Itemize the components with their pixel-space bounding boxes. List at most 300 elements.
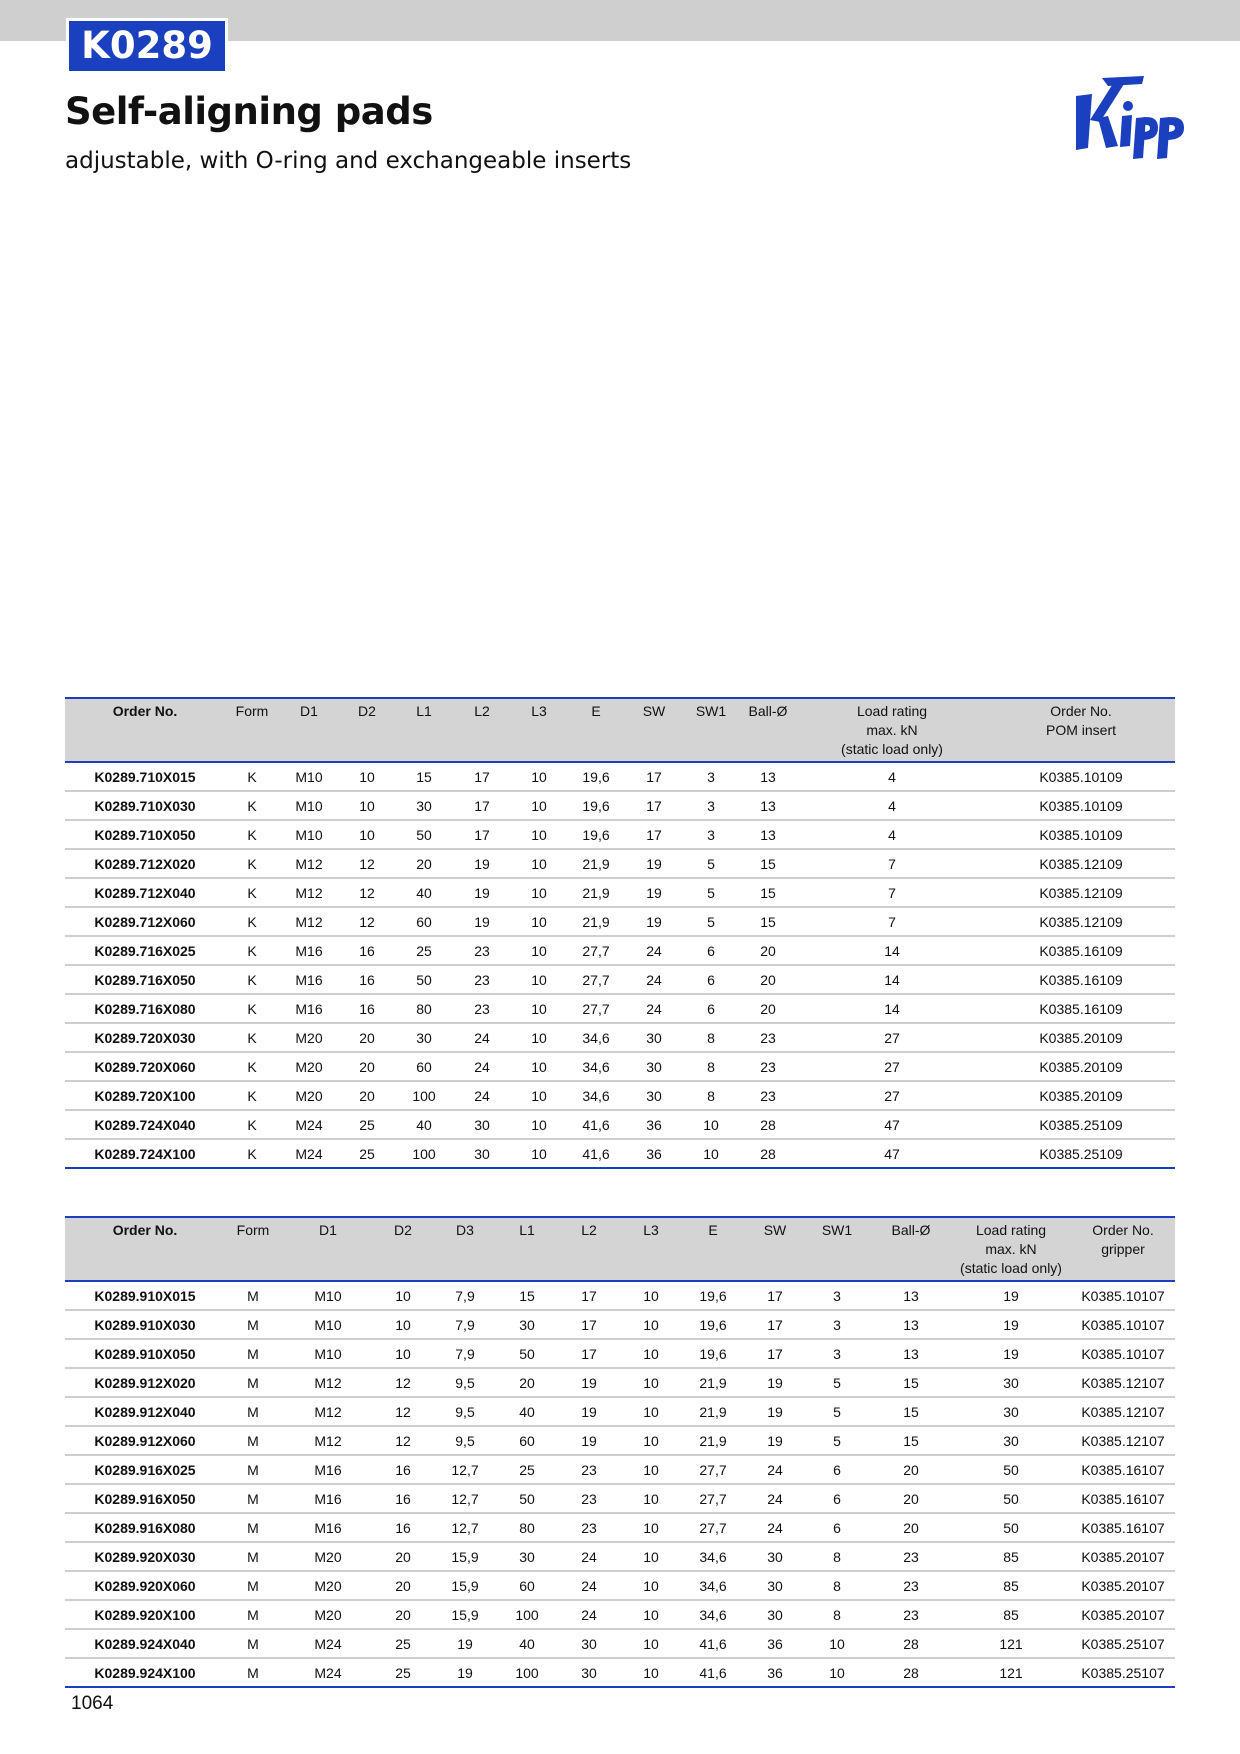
table-cell: 20	[739, 936, 797, 965]
order-number-cell: K0289.712X060	[65, 907, 225, 936]
table-cell: M20	[279, 1081, 339, 1110]
order-number-cell: K0289.720X100	[65, 1081, 225, 1110]
table-cell: 24	[453, 1052, 511, 1081]
table-cell: K0385.12109	[987, 849, 1175, 878]
table-row	[65, 1629, 1175, 1658]
table-cell: 10	[511, 936, 567, 965]
table-cell: 17	[747, 1310, 803, 1339]
table-cell: 34,6	[567, 1081, 625, 1110]
table-cell: 85	[951, 1600, 1071, 1629]
table-cell: 24	[625, 936, 683, 965]
table-cell: M12	[279, 878, 339, 907]
order-number-cell: K0289.912X020	[65, 1368, 225, 1397]
load-rating-line-3: (static load only)	[960, 1260, 1062, 1276]
table-cell: 9,5	[431, 1426, 499, 1455]
table-cell: 19,6	[567, 762, 625, 791]
order-number-cell: K0289.716X080	[65, 994, 225, 1023]
table-cell: K0385.16107	[1071, 1484, 1175, 1513]
table-cell: 13	[871, 1310, 951, 1339]
table-cell: 4	[797, 762, 987, 791]
table-cell: M10	[279, 820, 339, 849]
table-cell: 30	[747, 1600, 803, 1629]
table-row	[65, 1455, 1175, 1484]
table-cell: 21,9	[679, 1368, 747, 1397]
table-cell: K0385.20107	[1071, 1542, 1175, 1571]
table-cell: 85	[951, 1542, 1071, 1571]
table-cell: 9,5	[431, 1368, 499, 1397]
table-cell: 10	[623, 1542, 679, 1571]
col-sw: SW	[747, 1217, 803, 1281]
table-cell: 10	[375, 1339, 431, 1368]
table-cell: K0385.12107	[1071, 1426, 1175, 1455]
table-cell: 12,7	[431, 1484, 499, 1513]
table-cell: K0385.10107	[1071, 1339, 1175, 1368]
table-cell: 27	[797, 1081, 987, 1110]
table-cell: K	[225, 1052, 279, 1081]
table-cell: 8	[683, 1023, 739, 1052]
table-cell: 15	[871, 1426, 951, 1455]
table-cell: 10	[623, 1658, 679, 1687]
order-number-cell: K0289.716X050	[65, 965, 225, 994]
table-cell: 50	[951, 1484, 1071, 1513]
table-cell: 21,9	[567, 907, 625, 936]
table-cell: M	[225, 1658, 281, 1687]
table-cell: 16	[375, 1513, 431, 1542]
table-cell: 19,6	[679, 1339, 747, 1368]
table-cell: 4	[797, 820, 987, 849]
table-cell: 10	[623, 1426, 679, 1455]
order-number-cell: K0289.920X060	[65, 1571, 225, 1600]
table-cell: M24	[281, 1629, 375, 1658]
table-cell: 16	[339, 965, 395, 994]
table-cell: M	[225, 1281, 281, 1310]
table-cell: 10	[511, 878, 567, 907]
table-cell: 24	[625, 965, 683, 994]
table-cell: K0385.16107	[1071, 1455, 1175, 1484]
table-cell: 20	[739, 965, 797, 994]
table-cell: 16	[339, 936, 395, 965]
table-cell: 10	[623, 1571, 679, 1600]
table-cell: 20	[375, 1571, 431, 1600]
load-rating-line-1: Load rating	[975, 1222, 1047, 1238]
table-cell: 36	[625, 1110, 683, 1139]
col-ball: Ball-Ø	[871, 1217, 951, 1281]
table-cell: 30	[453, 1110, 511, 1139]
table-row	[65, 791, 1175, 820]
table-cell: M16	[279, 965, 339, 994]
table-cell: 3	[803, 1339, 871, 1368]
table-cell: 7	[797, 849, 987, 878]
table-cell: 10	[623, 1484, 679, 1513]
table-cell: M20	[281, 1571, 375, 1600]
table-cell: 9,5	[431, 1397, 499, 1426]
table-cell: K	[225, 1081, 279, 1110]
table-cell: 10	[511, 1081, 567, 1110]
table-cell: 23	[739, 1052, 797, 1081]
table-cell: 24	[747, 1513, 803, 1542]
table-row	[65, 820, 1175, 849]
order-number-cell: K0289.910X030	[65, 1310, 225, 1339]
table-cell: 10	[375, 1310, 431, 1339]
order-number-cell: K0289.710X050	[65, 820, 225, 849]
col-form: Form	[225, 1217, 281, 1281]
table-row	[65, 907, 1175, 936]
table-cell: 30	[625, 1023, 683, 1052]
table-cell: 50	[951, 1455, 1071, 1484]
table-cell: 14	[797, 994, 987, 1023]
table-cell: 20	[339, 1081, 395, 1110]
table-cell: M10	[279, 762, 339, 791]
table-cell: 19	[555, 1426, 623, 1455]
spec-table-form-m	[65, 1216, 1175, 1688]
table-cell: 12	[339, 849, 395, 878]
table-cell: 23	[739, 1023, 797, 1052]
table-cell: 20	[871, 1484, 951, 1513]
table-cell: 10	[339, 791, 395, 820]
table-cell: 60	[395, 907, 453, 936]
load-rating-line-2: max. kN	[866, 722, 918, 738]
table-cell: 27,7	[679, 1513, 747, 1542]
order-number-cell: K0289.920X100	[65, 1600, 225, 1629]
table-cell: 10	[803, 1658, 871, 1687]
table-cell: M	[225, 1310, 281, 1339]
table-cell: K	[225, 1023, 279, 1052]
table-cell: 30	[395, 791, 453, 820]
table-cell: M24	[281, 1658, 375, 1687]
col-l3: L3	[623, 1217, 679, 1281]
table-cell: M10	[279, 791, 339, 820]
table-cell: 10	[623, 1368, 679, 1397]
table-cell: M	[225, 1339, 281, 1368]
table-cell: 15	[871, 1397, 951, 1426]
table-cell: M12	[281, 1426, 375, 1455]
table-cell: 27,7	[567, 965, 625, 994]
table-cell: 20	[339, 1052, 395, 1081]
table-cell: K0385.10107	[1071, 1310, 1175, 1339]
table-cell: 24	[747, 1455, 803, 1484]
table-cell: 30	[395, 1023, 453, 1052]
order-number-cell: K0289.720X030	[65, 1023, 225, 1052]
table-cell: K0385.10109	[987, 820, 1175, 849]
table-cell: K	[225, 791, 279, 820]
table-cell: 12,7	[431, 1455, 499, 1484]
table-row	[65, 849, 1175, 878]
col-sw: SW	[625, 698, 683, 762]
table-cell: 30	[625, 1081, 683, 1110]
order-number-cell: K0289.924X040	[65, 1629, 225, 1658]
table-cell: 23	[453, 965, 511, 994]
table-cell: 40	[499, 1397, 555, 1426]
table-row	[65, 1023, 1175, 1052]
table-cell: 8	[683, 1081, 739, 1110]
table-header-row	[65, 1217, 1175, 1281]
table-cell: K0385.16109	[987, 936, 1175, 965]
table-cell: 7	[797, 907, 987, 936]
table-cell: 10	[623, 1455, 679, 1484]
table-cell: M10	[281, 1339, 375, 1368]
table-cell: M16	[279, 994, 339, 1023]
table-cell: M	[225, 1542, 281, 1571]
table-row	[65, 1658, 1175, 1687]
col-load-rating	[797, 698, 987, 762]
table-cell: 6	[683, 965, 739, 994]
table-cell: 12	[375, 1397, 431, 1426]
table-cell: 23	[453, 936, 511, 965]
table-cell: 12	[339, 907, 395, 936]
table-cell: 10	[803, 1629, 871, 1658]
table-cell: 34,6	[679, 1600, 747, 1629]
table-cell: 7,9	[431, 1339, 499, 1368]
table-cell: 27	[797, 1052, 987, 1081]
table-cell: 15,9	[431, 1542, 499, 1571]
table-cell: 17	[625, 820, 683, 849]
table-cell: 17	[747, 1339, 803, 1368]
table-row	[65, 1310, 1175, 1339]
table-cell: M16	[281, 1513, 375, 1542]
load-rating-line-1: Load rating	[856, 703, 928, 719]
table-cell: 10	[511, 1110, 567, 1139]
table-cell: M20	[281, 1600, 375, 1629]
table-cell: 13	[739, 820, 797, 849]
table-cell: M16	[281, 1484, 375, 1513]
table-cell: 4	[797, 791, 987, 820]
table-cell: 21,9	[567, 878, 625, 907]
table-row	[65, 1052, 1175, 1081]
table-cell: 24	[555, 1600, 623, 1629]
table-cell: 10	[511, 1052, 567, 1081]
col-e: E	[567, 698, 625, 762]
table-row	[65, 1339, 1175, 1368]
table-cell: 23	[555, 1455, 623, 1484]
table-cell: K0385.12109	[987, 878, 1175, 907]
table-row	[65, 1139, 1175, 1168]
col-form: Form	[225, 698, 279, 762]
order-number-cell: K0289.916X080	[65, 1513, 225, 1542]
table-cell: 19	[431, 1658, 499, 1687]
table-cell: K	[225, 936, 279, 965]
table-cell: 19	[951, 1310, 1071, 1339]
table-cell: 21,9	[567, 849, 625, 878]
table-cell: 6	[803, 1513, 871, 1542]
table-cell: 20	[871, 1513, 951, 1542]
table-cell: 25	[339, 1110, 395, 1139]
table-cell: 27	[797, 1023, 987, 1052]
table-cell: M	[225, 1426, 281, 1455]
table-cell: M	[225, 1513, 281, 1542]
table-cell: 7,9	[431, 1281, 499, 1310]
table-cell: 30	[747, 1542, 803, 1571]
kipp-logo-mark	[1074, 74, 1186, 160]
table-cell: 16	[339, 994, 395, 1023]
table-cell: 3	[803, 1281, 871, 1310]
table-header-row	[65, 698, 1175, 762]
table-cell: 8	[803, 1600, 871, 1629]
table-cell: K0385.12107	[1071, 1397, 1175, 1426]
col-sw1: SW1	[683, 698, 739, 762]
table-cell: 10	[511, 1139, 567, 1168]
table-cell: 27,7	[567, 936, 625, 965]
table-cell: 6	[803, 1455, 871, 1484]
table-cell: 5	[683, 849, 739, 878]
table-cell: 19	[555, 1397, 623, 1426]
col-d3: D3	[431, 1217, 499, 1281]
table-cell: 19	[747, 1397, 803, 1426]
col-l2: L2	[555, 1217, 623, 1281]
table-cell: 10	[511, 762, 567, 791]
table-cell: 8	[803, 1571, 871, 1600]
table-cell: 3	[683, 762, 739, 791]
table-cell: 19	[453, 907, 511, 936]
col-d2: D2	[375, 1217, 431, 1281]
table-cell: 5	[683, 878, 739, 907]
table-cell: 23	[871, 1571, 951, 1600]
table-cell: M12	[279, 849, 339, 878]
order-number-cell: K0289.910X015	[65, 1281, 225, 1310]
col-ball: Ball-Ø	[739, 698, 797, 762]
table-cell: 20	[739, 994, 797, 1023]
table-cell: K0385.16109	[987, 994, 1175, 1023]
table-cell: 19	[625, 878, 683, 907]
table-cell: 19	[625, 907, 683, 936]
table-cell: 17	[453, 791, 511, 820]
table-cell: 10	[623, 1339, 679, 1368]
table-cell: K0385.16109	[987, 965, 1175, 994]
table-row	[65, 994, 1175, 1023]
table-cell: 10	[623, 1281, 679, 1310]
table-cell: 3	[803, 1310, 871, 1339]
table-cell: 25	[499, 1455, 555, 1484]
table-cell: 41,6	[679, 1658, 747, 1687]
table-cell: 20	[499, 1368, 555, 1397]
table-row	[65, 1281, 1175, 1310]
table-cell: 100	[499, 1658, 555, 1687]
table-cell: 23	[871, 1600, 951, 1629]
table-cell: 36	[625, 1139, 683, 1168]
table-cell: 5	[803, 1426, 871, 1455]
table-cell: 27,7	[679, 1484, 747, 1513]
table-cell: 80	[395, 994, 453, 1023]
table-cell: 30	[951, 1426, 1071, 1455]
table-cell: 19	[555, 1368, 623, 1397]
table-cell: M20	[281, 1542, 375, 1571]
table-cell: 30	[625, 1052, 683, 1081]
table-row	[65, 1397, 1175, 1426]
table-cell: 15	[871, 1368, 951, 1397]
table-cell: 27,7	[567, 994, 625, 1023]
col-load-rating	[951, 1217, 1071, 1281]
table-cell: K0385.20109	[987, 1052, 1175, 1081]
table-cell: K0385.10109	[987, 791, 1175, 820]
table-cell: M	[225, 1455, 281, 1484]
table-cell: 30	[453, 1139, 511, 1168]
table-cell: M10	[281, 1310, 375, 1339]
table-cell: 47	[797, 1110, 987, 1139]
order-number-cell: K0289.710X015	[65, 762, 225, 791]
table-cell: 20	[871, 1455, 951, 1484]
table-cell: K0385.12109	[987, 907, 1175, 936]
table-cell: 19	[431, 1629, 499, 1658]
kipp-logo	[1074, 74, 1186, 160]
table-cell: 19,6	[567, 791, 625, 820]
gripper-header-line-2: gripper	[1101, 1241, 1145, 1257]
table-cell: M24	[279, 1139, 339, 1168]
insert-header-line-2: POM insert	[1045, 722, 1116, 738]
table-cell: M20	[279, 1052, 339, 1081]
order-number-cell: K0289.716X025	[65, 936, 225, 965]
table-cell: 41,6	[567, 1139, 625, 1168]
table-cell: 16	[375, 1455, 431, 1484]
order-number-cell: K0289.712X020	[65, 849, 225, 878]
order-number-cell: K0289.910X050	[65, 1339, 225, 1368]
col-l1: L1	[395, 698, 453, 762]
table-cell: 10	[683, 1139, 739, 1168]
table-cell: 17	[555, 1339, 623, 1368]
table-cell: 17	[747, 1281, 803, 1310]
table-cell: K	[225, 994, 279, 1023]
table-cell: M	[225, 1629, 281, 1658]
table-cell: 25	[375, 1658, 431, 1687]
table-cell: 121	[951, 1658, 1071, 1687]
table-cell: 23	[739, 1081, 797, 1110]
order-number-cell: K0289.924X100	[65, 1658, 225, 1687]
table-body	[65, 762, 1175, 1168]
table-cell: 60	[499, 1571, 555, 1600]
table-cell: 10	[511, 820, 567, 849]
table-cell: K	[225, 878, 279, 907]
table-cell: 12	[375, 1426, 431, 1455]
table-cell: 7,9	[431, 1310, 499, 1339]
table-cell: 19	[951, 1281, 1071, 1310]
table-cell: 12	[339, 878, 395, 907]
table-cell: 5	[803, 1397, 871, 1426]
table-cell: 23	[871, 1542, 951, 1571]
table-cell: 17	[555, 1310, 623, 1339]
table-row	[65, 878, 1175, 907]
table-cell: 15,9	[431, 1600, 499, 1629]
table-cell: 17	[453, 820, 511, 849]
table-cell: K	[225, 1110, 279, 1139]
table-cell: K0385.10107	[1071, 1281, 1175, 1310]
gripper-header-line-1: Order No.	[1092, 1222, 1154, 1238]
table-cell: 19,6	[679, 1281, 747, 1310]
table-cell: 34,6	[567, 1023, 625, 1052]
table-cell: 40	[395, 878, 453, 907]
table-cell: 20	[395, 849, 453, 878]
table-cell: K0385.20107	[1071, 1571, 1175, 1600]
table-cell: 30	[951, 1397, 1071, 1426]
insert-header-line-1: Order No.	[1050, 703, 1112, 719]
table-cell: 10	[623, 1310, 679, 1339]
table-cell: 13	[871, 1339, 951, 1368]
col-sw1: SW1	[803, 1217, 871, 1281]
table-cell: K	[225, 762, 279, 791]
table-cell: K0385.25109	[987, 1110, 1175, 1139]
order-number-cell: K0289.916X025	[65, 1455, 225, 1484]
col-gripper-order-no	[1071, 1217, 1175, 1281]
col-order-no: Order No.	[65, 698, 225, 762]
table-cell: 12	[375, 1368, 431, 1397]
table-cell: M	[225, 1571, 281, 1600]
table-row	[65, 1081, 1175, 1110]
page-title: Self-aligning pads	[65, 90, 433, 133]
table-cell: 8	[683, 1052, 739, 1081]
table-cell: K0385.16107	[1071, 1513, 1175, 1542]
order-number-cell: K0289.916X050	[65, 1484, 225, 1513]
table-cell: M	[225, 1397, 281, 1426]
table-row	[65, 1571, 1175, 1600]
table-cell: K	[225, 965, 279, 994]
table-cell: 19	[453, 849, 511, 878]
